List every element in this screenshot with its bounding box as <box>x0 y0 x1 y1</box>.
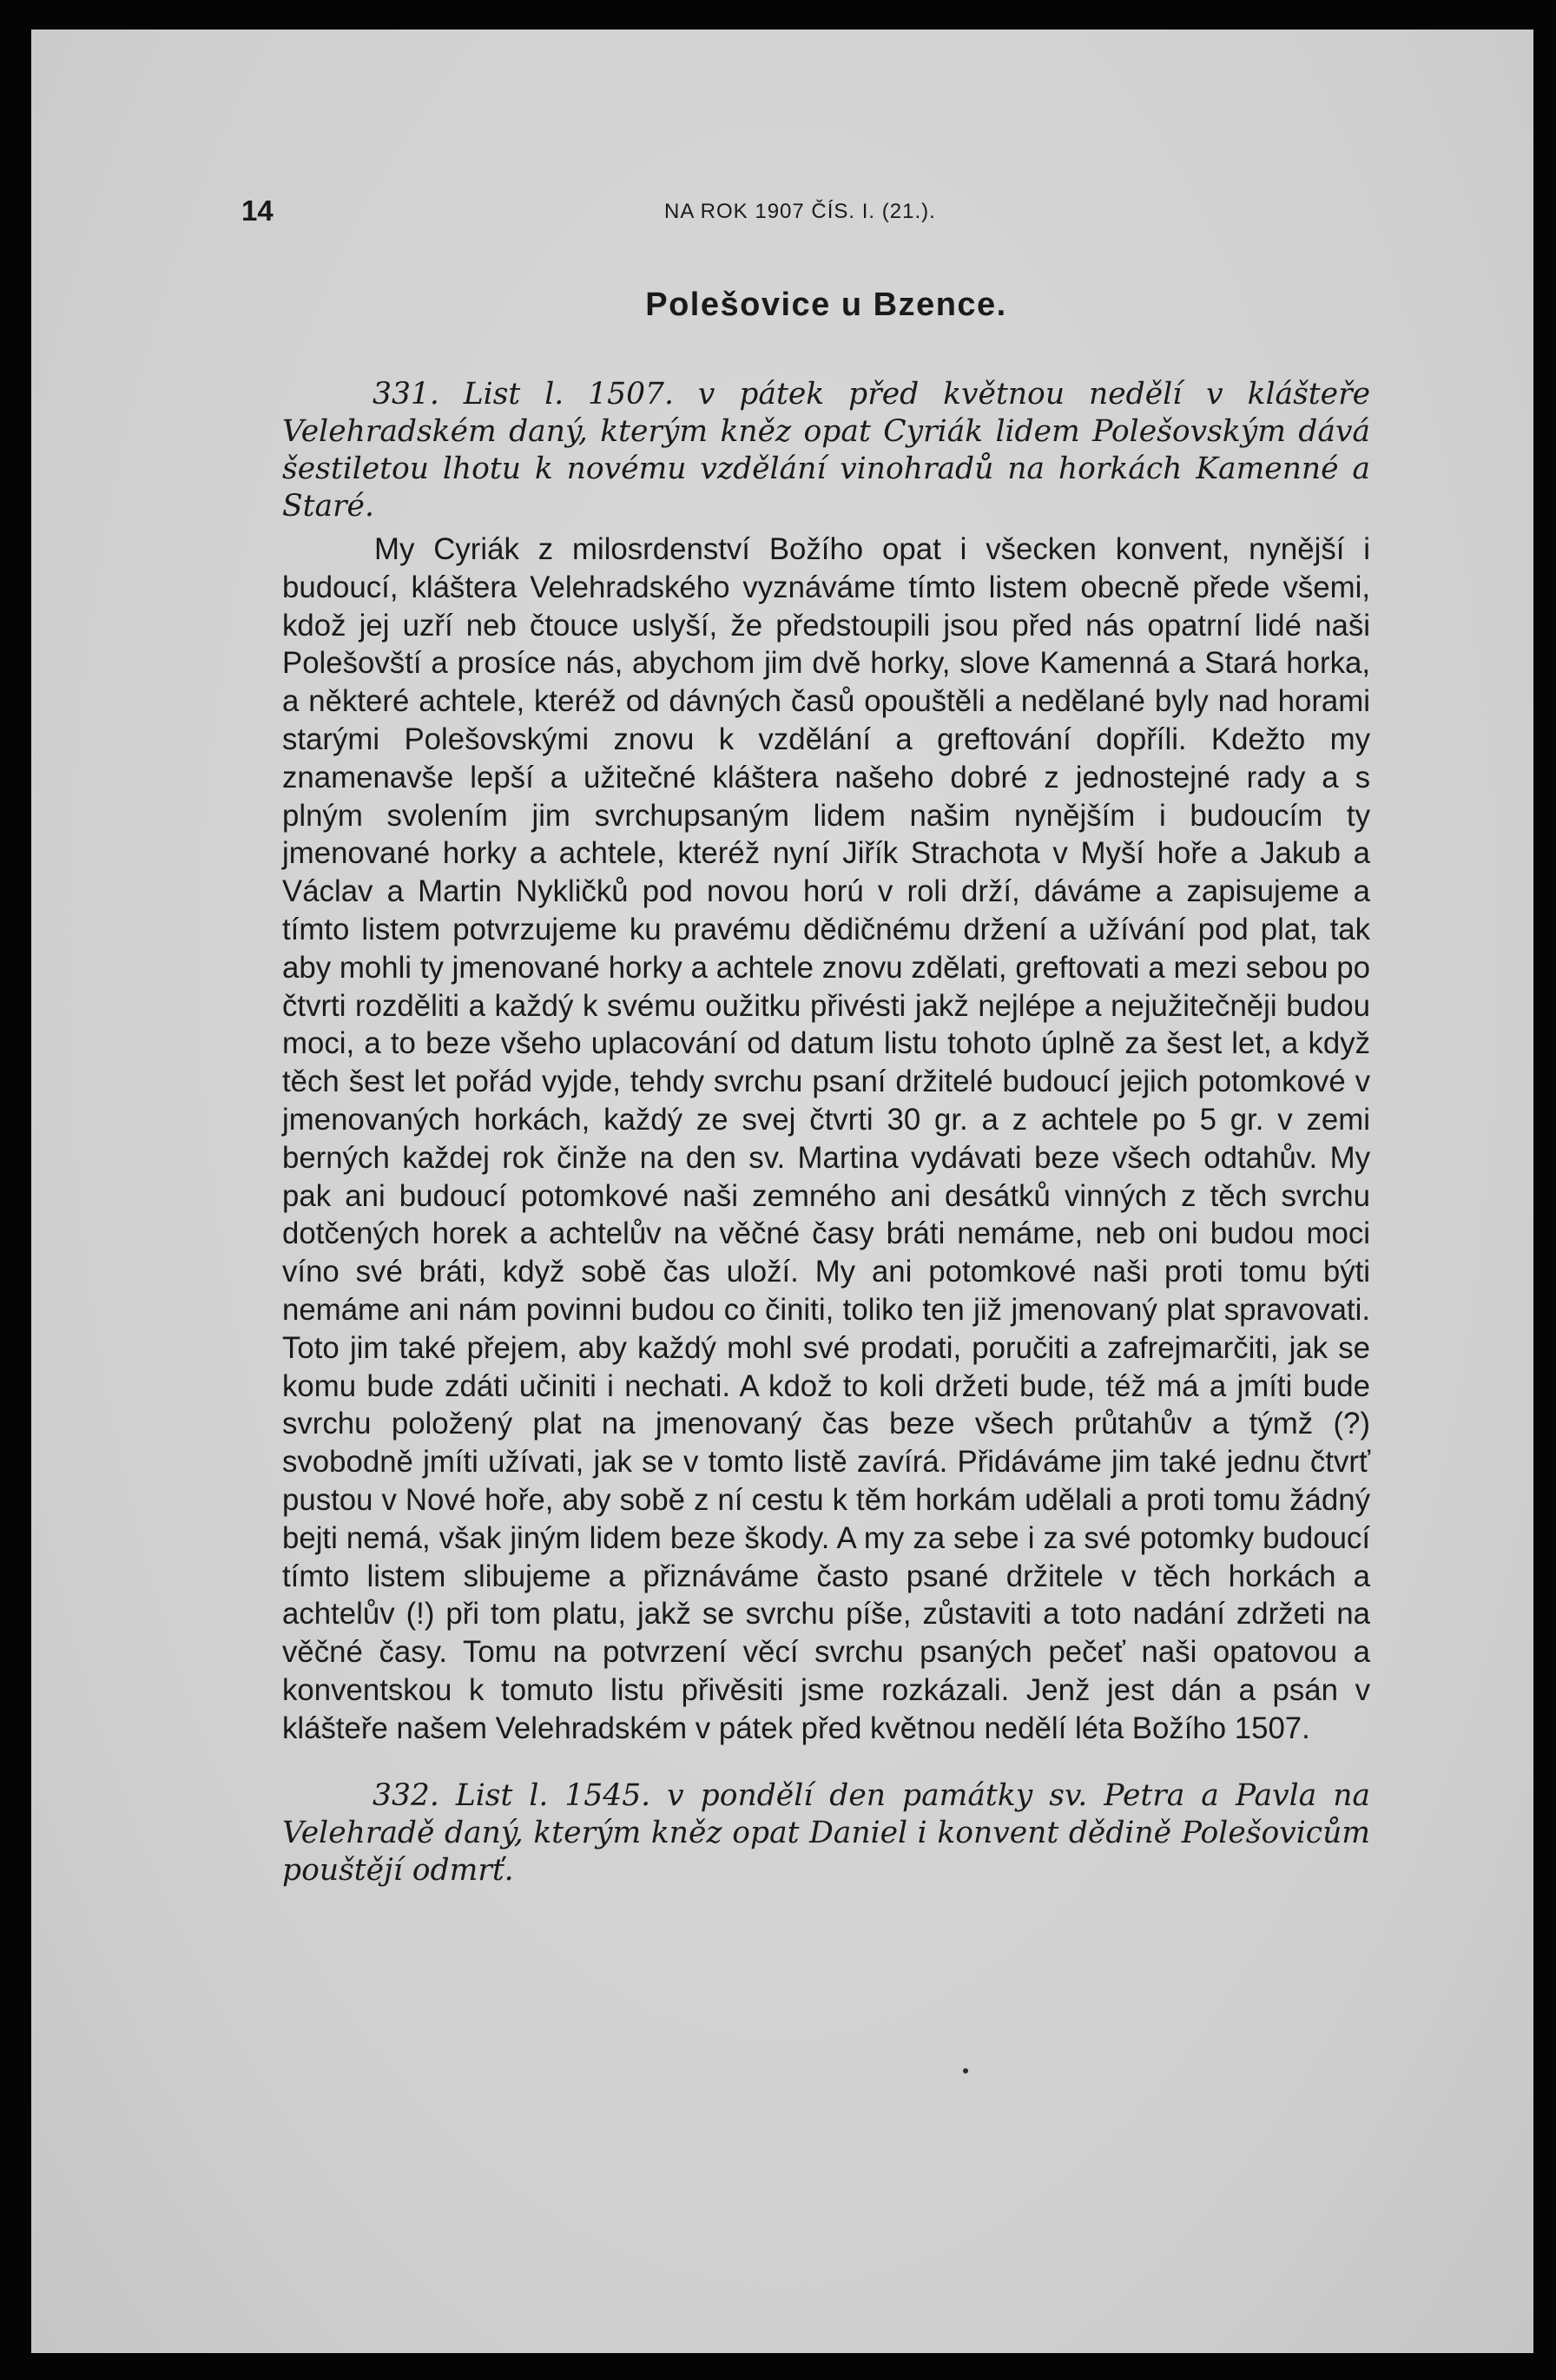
issue-line: NA ROK 1907 ČÍS. I. (21.). <box>664 200 936 223</box>
entry-heading-332-text: 332. List l. 1545. v pondělí den památky sv. Petra a Pavla na Velehradě daný, kterým kněz opat Daniel i konvent dědině Polešovicům pouštějí odmrť. <box>282 1777 1370 1888</box>
section-title: Polešovice u Bzence. <box>645 287 1007 323</box>
entry-heading-331-text: 331. List l. 1507. v pátek před květnou nedělí v klášteře Velehradském daný, kterým kněz opat Cyriák lidem Polešovským dává šestiletou lhotu k novému vzdělání vinohradů na horkách Kamenné a Staré. <box>282 377 1370 524</box>
entry-heading-331 <box>282 376 1370 525</box>
entry-body-331: My Cyriák z milosrdenství Božího opat i všecken konvent, nynější i budoucí, kláštera Velehradského vyznáváme tímto listem obecně přede všemi, kdož jej uzří neb čtouce uslyší, že předstoupili jsou před nás opatrní lidé naši Polešovští a prosíce nás, abychom jim dvě horky, slove Kamenná a Stará horka, a některé achtele, kteréž od dávných časů opouštěli a nedělané byly nad horami starými Polešovskými znovu k vzdělání a greftování dopříli. Kdežto my znamenavše lepší a užitečné kláštera našeho dobré z jednostejné rady a s plným svolením jim svrchupsaným lidem našim nynějším i budoucím ty jmenované horky a achtele, kteréž nyní Jiřík Strachota v Myší hoře a Jakub a Václav a Martin Nykličků pod novou horú v roli drží, dáváme a zapisujeme a tímto listem potvrzujeme ku pravému dědičnému držení a užívání pod plat, tak aby mohli ty jmenované horky a achtele znovu zdělati, greftovati a mezi sebou po čtvrti rozděliti a každý k svému oužitku přivésti jakž nejlépe a nejužitečněji budou moci, a to beze všeho uplacování od datum listu tohoto úplně za šest let, a když těch šest let pořád vyjde, tehdy svrchu psaní držitelé budoucí jejich potomkové v jmenovaných horkách, každý ze svej čtvrti 30 gr. a z achtele po 5 gr. v zemi berných každej rok činže na den sv. Martina vydávati beze všech odtahův. My pak ani budoucí potomkové naši zemného ani desátků vinných z těch svrchu dotčených horek a achtelův na věčné časy bráti nemáme, neb oni budou moci víno své bráti, když sobě čas uloží. My ani potomkové naši proti tomu býti nemáme ani nám povinni budou co činiti, toliko ten již jmenovaný plat spravovati. Toto jim také přejem, aby každý mohl své prodati, poručiti a zafrejmarčiti, jak se komu bude zdáti učiniti i nechati. A kdož to koli držeti bude, též má a jmíti bude svrchu položený plat na jmenovaný čas beze všech průtahův a týmž (?) svobodně jmíti užívati, jak se v tomto listě zavírá. Přidáváme jim také jednu čtvrť pustou v Nové hoře, aby sobě z ní cestu k těm horkám udělali a proti tomu žádný bejti nemá, však jiným lidem beze škody. A my za sebe i za své potomky budoucí tímto listem slibujeme a přiznáváme často psané držitele v těch horkách a achtelův (!) při tom platu, jakž se svrchu píše, zůstaviti a toto nadání zdržeti na věčné časy. Tomu na potvrzení věcí svrchu psaných pečeť naši opatovou a konventskou k tomuto listu přivěsiti jsme rozkázali. Jenž jest dán a psán v klášteře našem Velehradském v pátek před květnou nedělí léta Božího 1507. <box>282 532 1370 1745</box>
entry-heading-332 <box>282 1777 1370 1889</box>
print-speck <box>963 2068 968 2073</box>
page-content <box>241 194 1370 1889</box>
page-number: 14 <box>241 194 274 227</box>
scanned-page <box>31 30 1533 2353</box>
running-head <box>241 194 1370 238</box>
